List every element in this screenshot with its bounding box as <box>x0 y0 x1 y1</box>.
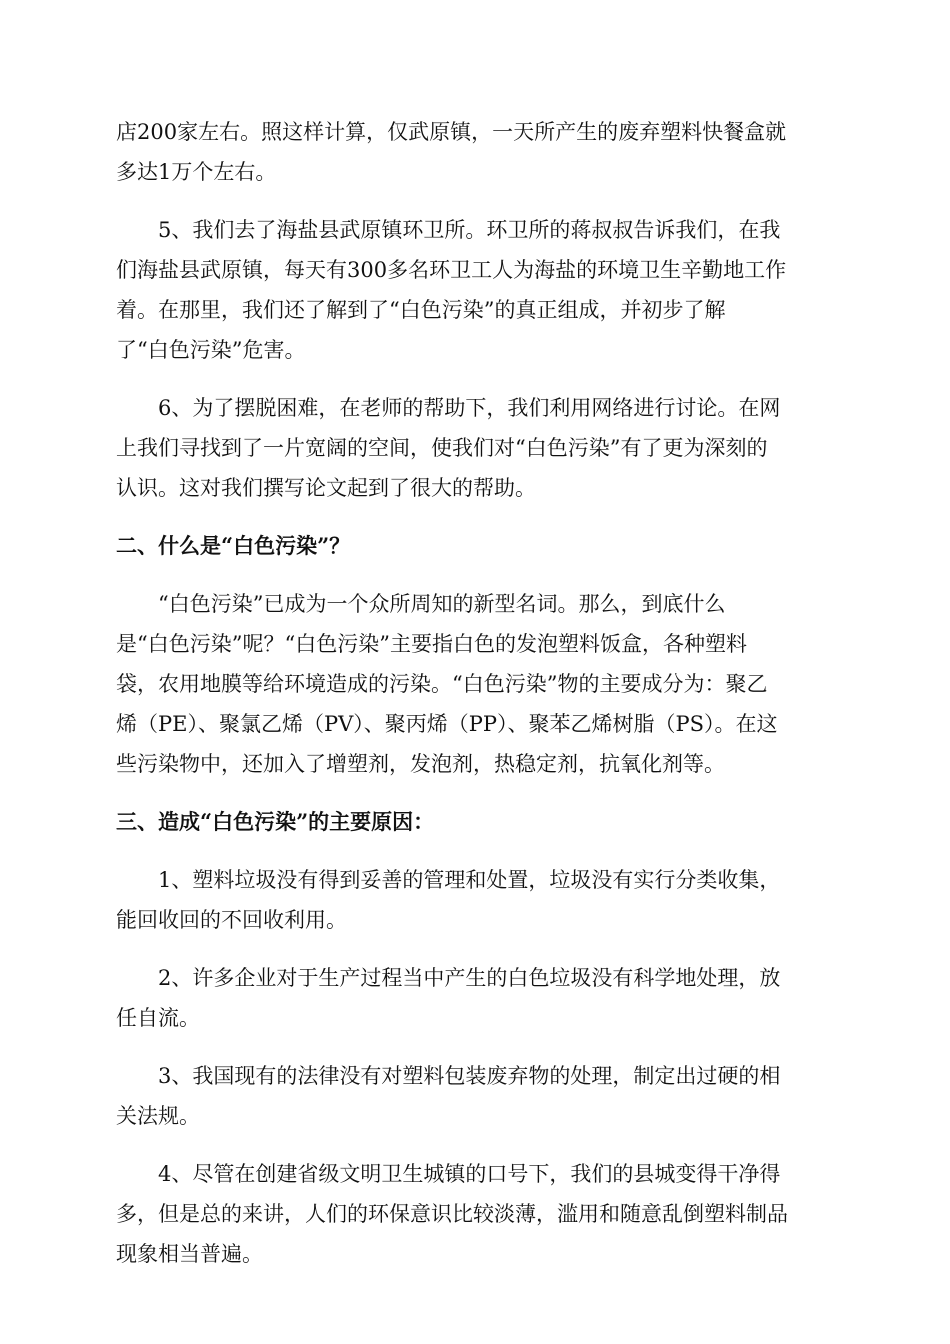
paragraph-shop-count <box>116 112 832 192</box>
text-line: 2、许多企业对于生产过程当中产生的白色垃圾没有科学地处理，放 <box>158 966 781 990</box>
text-line: 烯（PE）、聚氯乙烯（PV）、聚丙烯（PP）、聚苯乙烯树脂（PS）。在这 <box>116 712 778 736</box>
text-line: 1、塑料垃圾没有得到妥善的管理和处置，垃圾没有实行分类收集， <box>158 868 781 892</box>
text-line: 们海盐县武原镇，每天有300多名环卫工人为海盐的环境卫生辛勤地工作 <box>116 258 787 282</box>
text-line: 任自流。 <box>116 1006 200 1030</box>
paragraph-online-discussion <box>116 388 832 508</box>
paragraph-definition <box>116 584 832 784</box>
text-line: 袋，农用地膜等给环境造成的污染。“白色污染”物的主要成分为：聚乙 <box>116 672 768 696</box>
text-line: 着。在那里，我们还了解到了“白色污染”的真正组成，并初步了解 <box>116 298 726 322</box>
text-line: 店200家左右。照这样计算，仅武原镇，一天所产生的废弃塑料快餐盒就 <box>116 120 787 144</box>
section-heading-what-is: 二、什么是“白色污染”？ <box>116 533 351 558</box>
text-line: 了“白色污染”危害。 <box>116 338 306 362</box>
list-item-reason <box>116 860 832 940</box>
list-item-reason <box>116 1154 832 1274</box>
document-page <box>116 112 832 1292</box>
text-line: “白色污染”已成为一个众所周知的新型名词。那么，到底什么 <box>158 592 726 616</box>
text-line: 关法规。 <box>116 1104 200 1128</box>
text-line: 3、我国现有的法律没有对塑料包装废弃物的处理，制定出过硬的相 <box>158 1064 781 1088</box>
paragraph-sanitation-office <box>116 210 832 370</box>
text-line: 6、为了摆脱困难，在老师的帮助下，我们利用网络进行讨论。在网 <box>158 396 781 420</box>
text-line: 些污染物中，还加入了增塑剂，发泡剂，热稳定剂，抗氧化剂等。 <box>116 752 725 776</box>
text-line: 能回收回的不回收利用。 <box>116 908 347 932</box>
text-line: 现象相当普遍。 <box>116 1242 263 1266</box>
text-line: 5、我们去了海盐县武原镇环卫所。环卫所的蒋叔叔告诉我们，在我 <box>158 218 781 242</box>
text-line: 4、尽管在创建省级文明卫生城镇的口号下，我们的县城变得干净得 <box>158 1162 781 1186</box>
text-line: 多，但是总的来讲，人们的环保意识比较淡薄，滥用和随意乱倒塑料制品 <box>116 1202 788 1226</box>
text-line: 多达1万个左右。 <box>116 160 277 184</box>
text-line: 上我们寻找到了一片宽阔的空间，使我们对“白色污染”有了更为深刻的 <box>116 436 768 460</box>
list-item-reason <box>116 958 832 1038</box>
text-line: 是“白色污染”呢？“白色污染”主要指白色的发泡塑料饭盒，各种塑料 <box>116 632 747 656</box>
text-line: 认识。这对我们撰写论文起到了很大的帮助。 <box>116 476 536 500</box>
list-item-reason <box>116 1056 832 1136</box>
section-heading-causes: 三、造成“白色污染”的主要原因： <box>116 809 435 834</box>
